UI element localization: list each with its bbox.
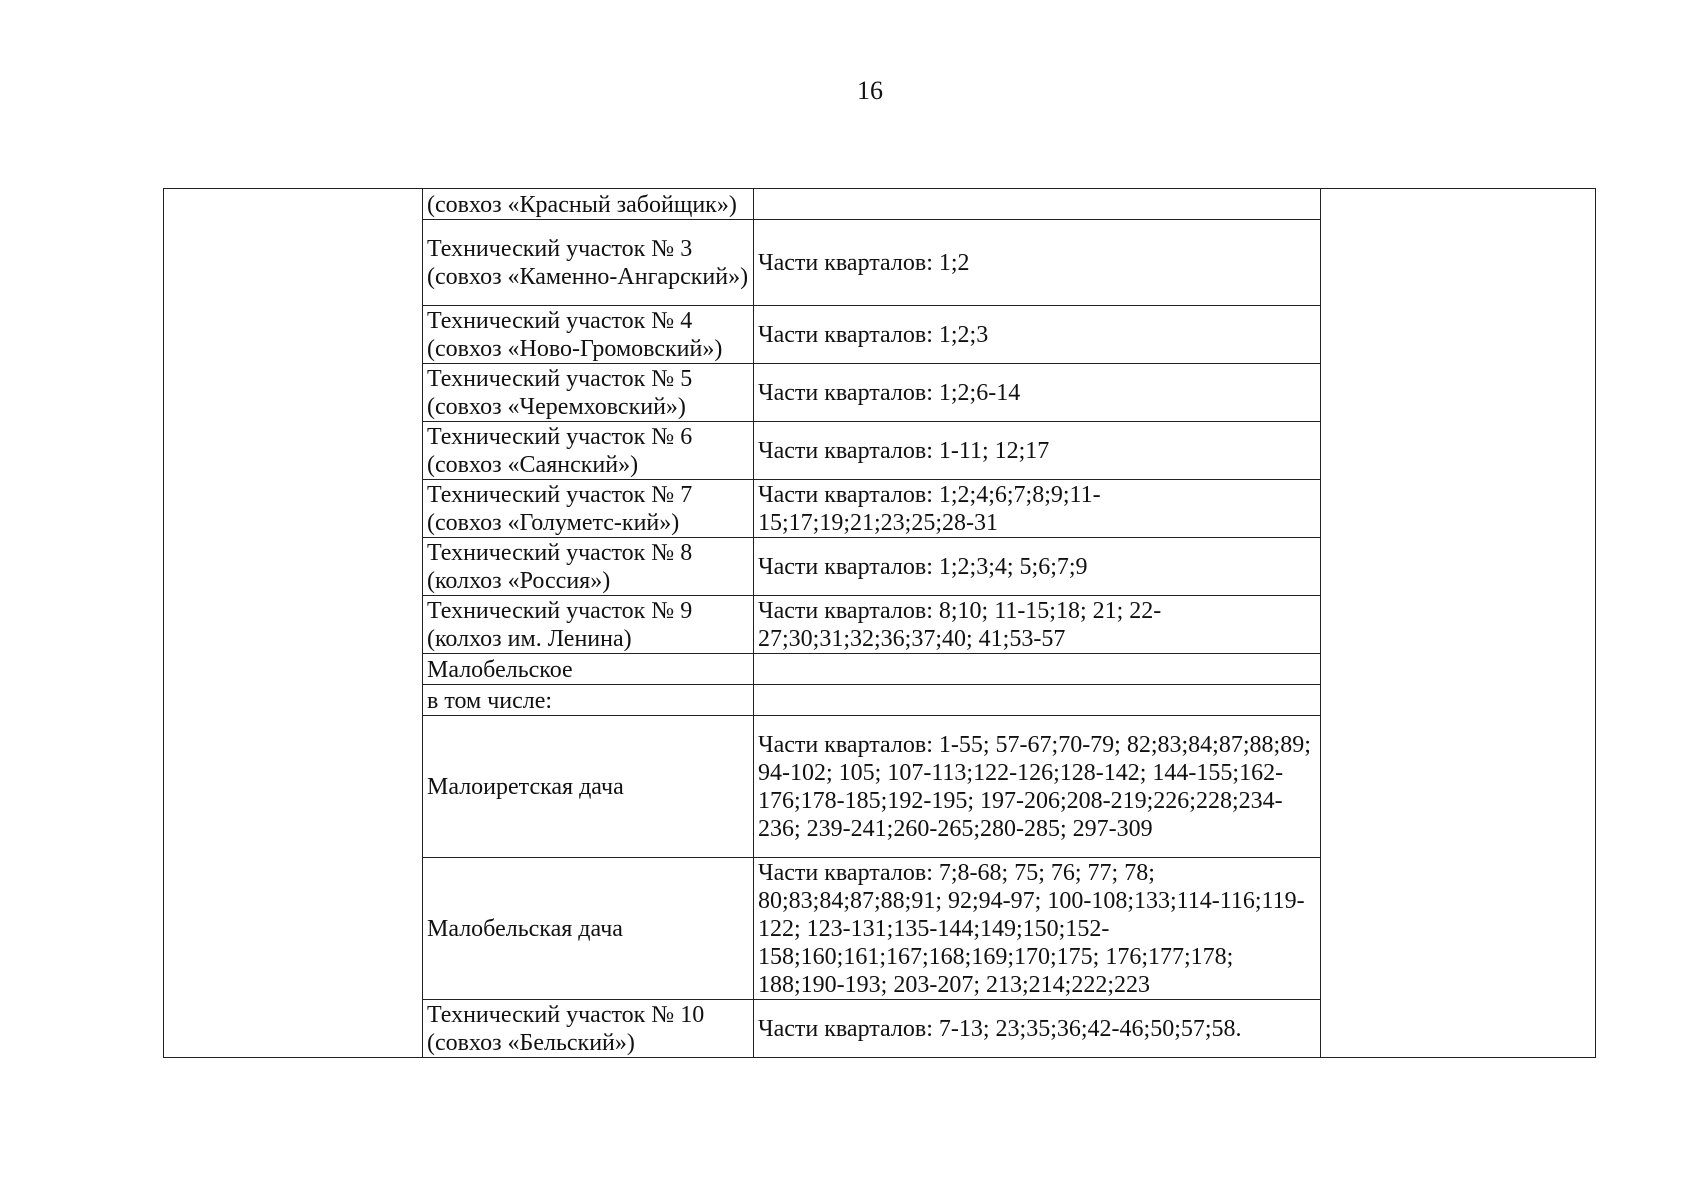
- quarters-cell: Части кварталов: 1;2;4;6;7;8;9;11-15;17;19;21;23;25;28-31: [754, 480, 1321, 538]
- quarters-cell: Части кварталов: 1;2: [754, 220, 1321, 306]
- area-name-cell: Малоиретская дача: [423, 716, 754, 858]
- quarters-cell: Части кварталов: 1-55; 57-67;70-79; 82;83;84;87;88;89; 94-102; 105; 107-113;122-126;128-142; 144-155;162-176;178-185;192-195; 197-206;208-219;226;228;234-236; 239-241;260-265;280-285; 297-309: [754, 716, 1321, 858]
- area-name-cell: Технический участок № 7 (совхоз «Голуметс-кий»): [423, 480, 754, 538]
- area-name-cell: Технический участок № 10 (совхоз «Бельский»): [423, 1000, 754, 1058]
- quarters-cell: Части кварталов: 1;2;3;4; 5;6;7;9: [754, 538, 1321, 596]
- page-number: 16: [857, 76, 883, 105]
- left-empty-column: [164, 189, 423, 1058]
- area-name-cell: в том числе:: [423, 685, 754, 716]
- area-name-cell: (совхоз «Красный забойщик»): [423, 189, 754, 220]
- quarters-cell: Части кварталов: 7-13; 23;35;36;42-46;50;57;58.: [754, 1000, 1321, 1058]
- quarters-cell: Части кварталов: 1;2;6-14: [754, 364, 1321, 422]
- forest-quarters-table: [163, 188, 1596, 1058]
- area-name-cell: Технический участок № 6 (совхоз «Саянский»): [423, 422, 754, 480]
- area-name-cell: Технический участок № 8 (колхоз «Россия»): [423, 538, 754, 596]
- quarters-cell: Части кварталов: 7;8-68; 75; 76; 77; 78; 80;83;84;87;88;91; 92;94-97; 100-108;133;114-116;119-122; 123-131;135-144;149;150;152-158;160;161;167;168;169;170;175; 176;177;178; 188;190-193; 203-207; 213;214;222;223: [754, 858, 1321, 1000]
- quarters-cell: [754, 189, 1321, 220]
- area-name-cell: Технический участок № 5 (совхоз «Черемховский»): [423, 364, 754, 422]
- quarters-cell: [754, 685, 1321, 716]
- right-empty-column: [1321, 189, 1596, 1058]
- area-name-cell: Малобельское: [423, 654, 754, 685]
- table-row: [164, 189, 1596, 220]
- quarters-cell: Части кварталов: 1-11; 12;17: [754, 422, 1321, 480]
- area-name-cell: Технический участок № 4 (совхоз «Ново-Громовский»): [423, 306, 754, 364]
- quarters-cell: Части кварталов: 8;10; 11-15;18; 21; 22-27;30;31;32;36;37;40; 41;53-57: [754, 596, 1321, 654]
- area-name-cell: Технический участок № 9 (колхоз им. Ленина): [423, 596, 754, 654]
- quarters-cell: [754, 654, 1321, 685]
- quarters-cell: Части кварталов: 1;2;3: [754, 306, 1321, 364]
- area-name-cell: Технический участок № 3 (совхоз «Каменно-Ангарский»): [423, 220, 754, 306]
- area-name-cell: Малобельская дача: [423, 858, 754, 1000]
